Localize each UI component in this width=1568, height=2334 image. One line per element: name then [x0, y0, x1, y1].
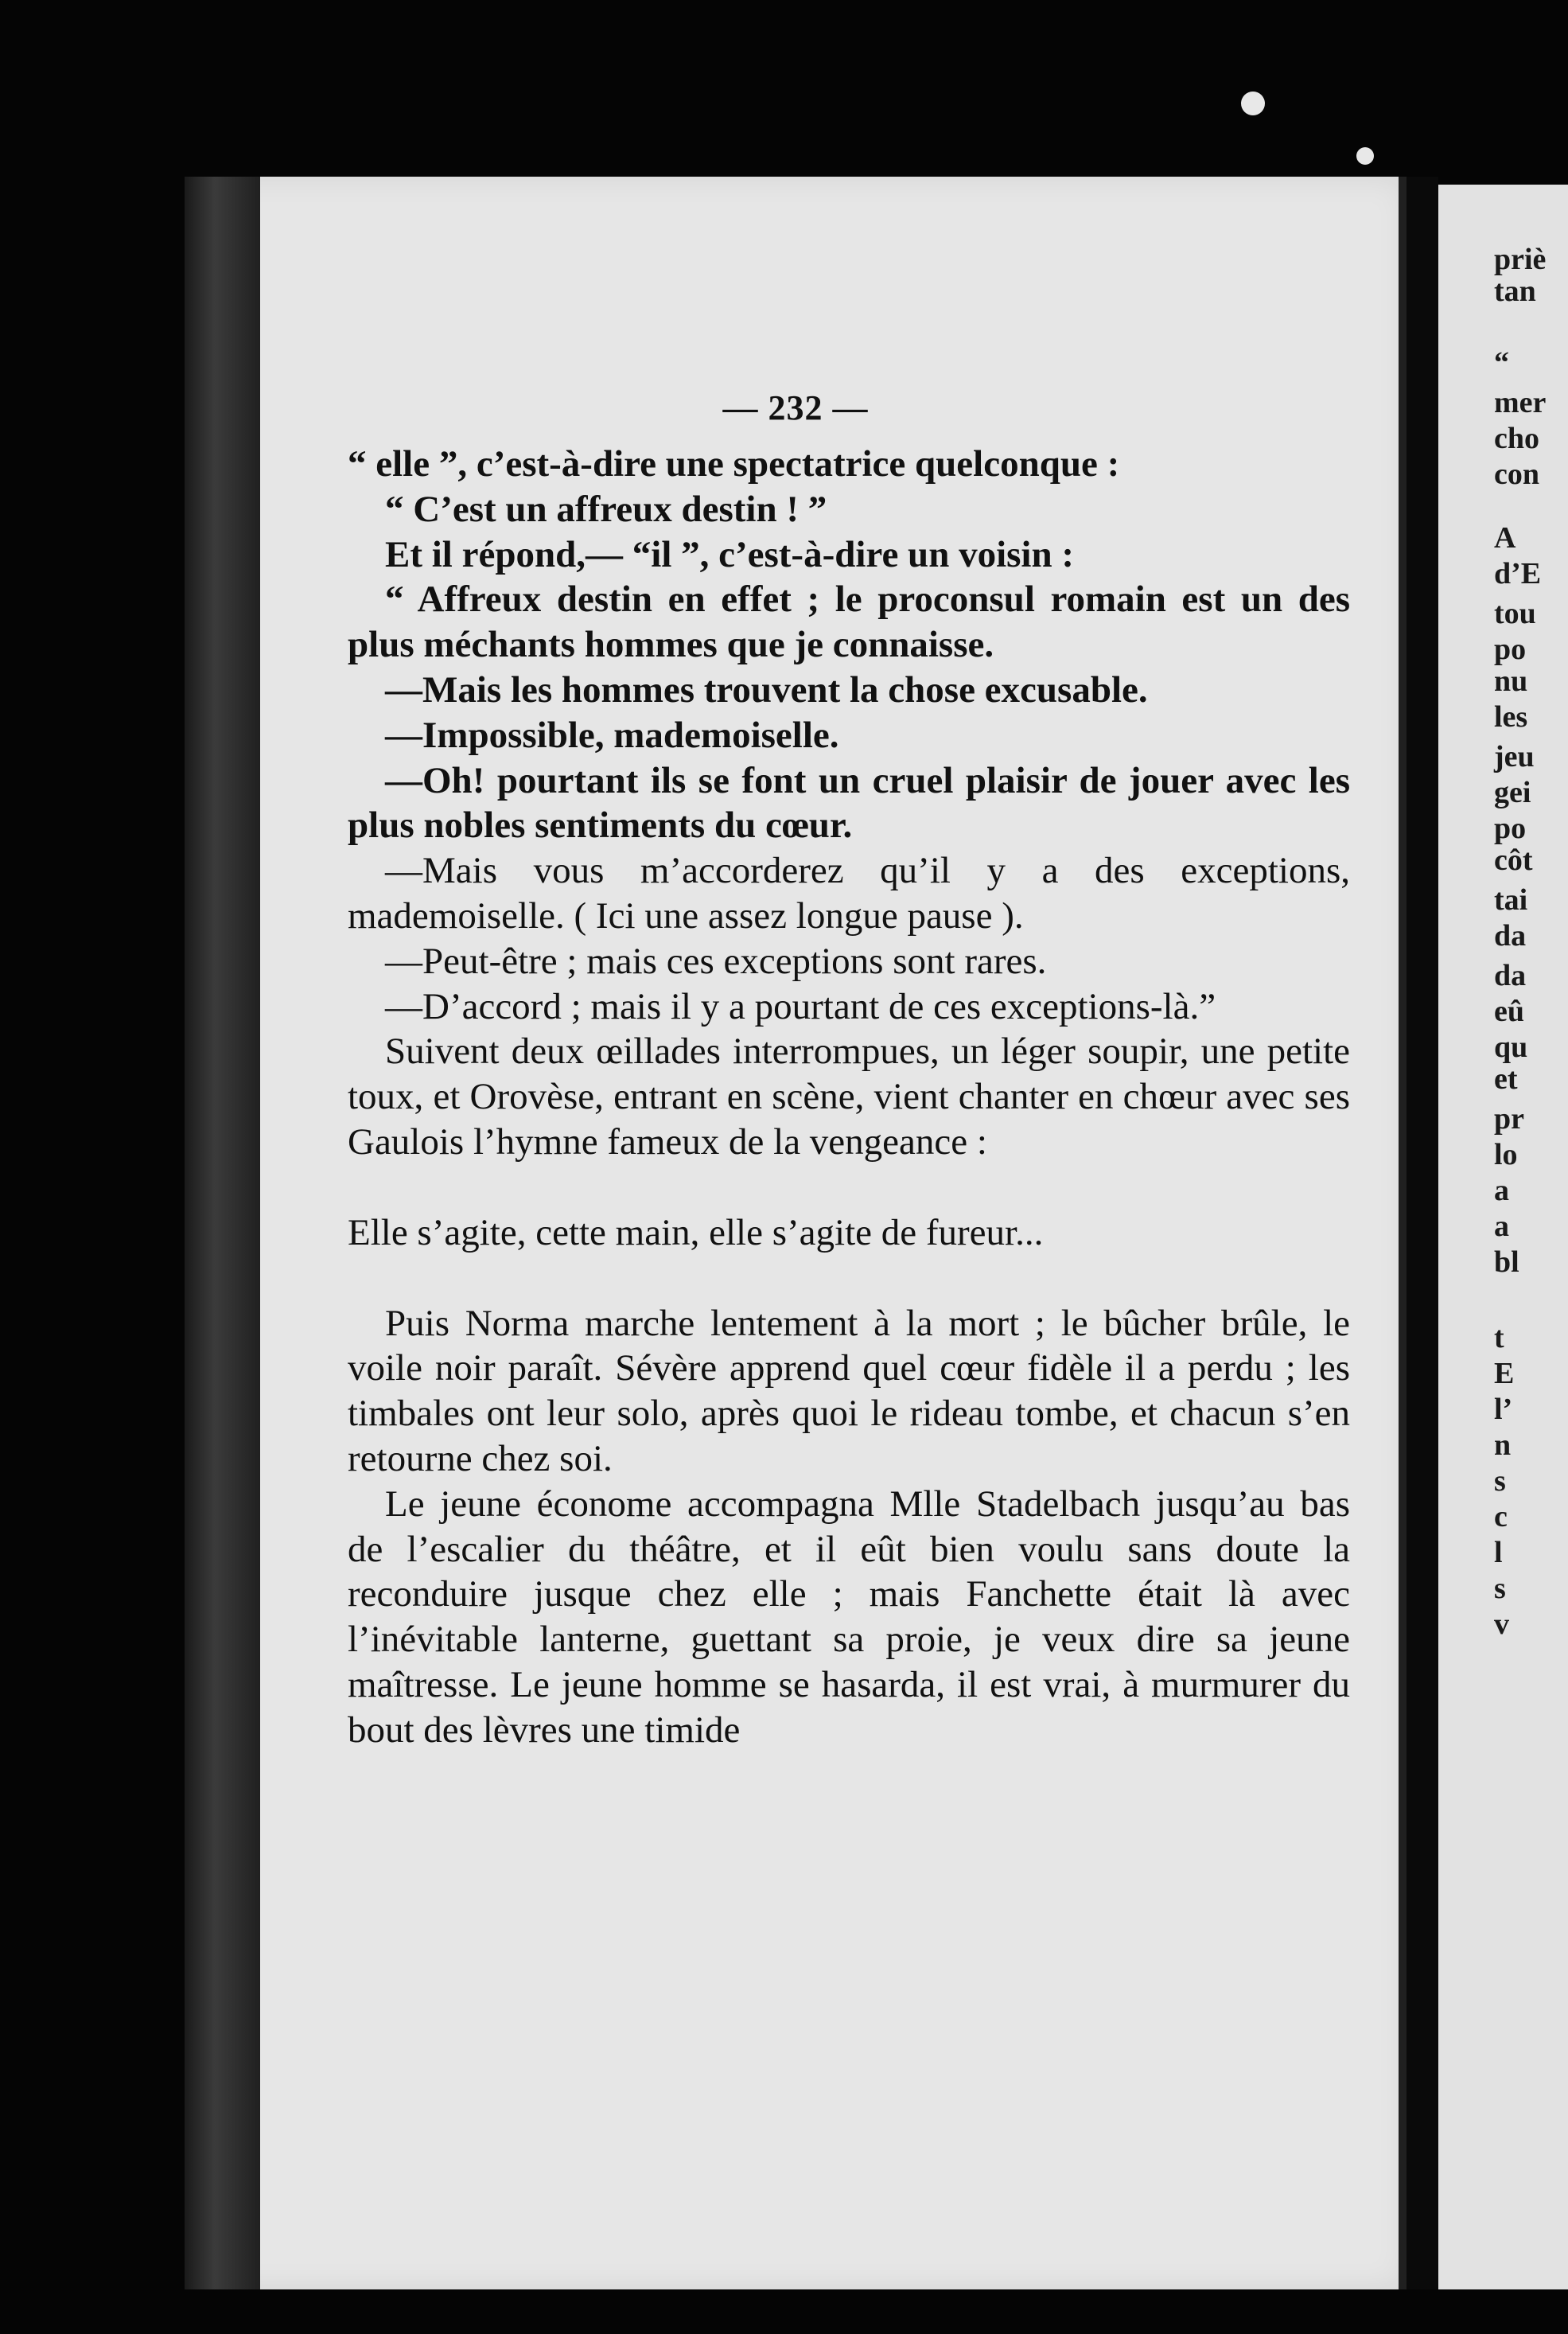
facing-page-text: priè [1494, 243, 1547, 276]
paragraph: Et il répond,— “il ”, c’est-à-dire un voisin : [385, 533, 1075, 575]
facing-page-text: nu [1494, 664, 1528, 698]
paragraph: —Impossible, mademoiselle. [385, 714, 839, 756]
facing-page-text: mer [1494, 386, 1547, 419]
facing-page-text: con [1494, 458, 1539, 491]
paragraph: “ elle ”, c’est-à-dire une spectatrice quelconque : [348, 443, 1120, 485]
facing-page-text: n [1494, 1428, 1512, 1462]
facing-page-text: v [1494, 1607, 1509, 1641]
facing-page-text: tou [1494, 597, 1536, 630]
paragraph: Le jeune économe accompagna Mlle Stadelbach jusqu’au bas de l’escalier du théâtre, et il eût bien voulu sans doute la reconduire jusque chez elle ; mais Fanchette était là avec l’inévitable lanterne, guettant sa proie, je veux dire sa jeune maîtresse. Le jeune homme se hasarda, il est vrai, à murmurer du bout des lèvres une timide [348, 1483, 1350, 1751]
facing-page-text: da [1494, 919, 1527, 953]
paragraph: “ C’est un affreux destin ! ” [385, 488, 827, 530]
facing-page-text: E [1494, 1357, 1515, 1390]
paragraph-gap [348, 1165, 1350, 1210]
facing-page-text: bl [1494, 1245, 1519, 1279]
facing-page-text: s [1494, 1572, 1506, 1605]
facing-page-text: jeu [1494, 740, 1535, 773]
facing-page-text: gei [1494, 776, 1531, 809]
facing-page-text: d’E [1494, 557, 1542, 590]
page-edge [1399, 177, 1407, 2289]
paragraph: —Mais vous m’accorderez qu’il y a des exceptions, mademoiselle. ( Ici une assez longue pause ). [348, 850, 1350, 937]
facing-page-text: tan [1494, 275, 1536, 308]
paragraph: Puis Norma marche lentement à la mort ; le bûcher brûle, le voile noir paraît. Sévère apprend quel cœur fidèle il a perdu ; les timbales ont leur solo, après quoi le rideau tombe, et chacun s’en retourne chez soi. [348, 1302, 1350, 1479]
facing-page-text: côt [1494, 844, 1533, 877]
book-gutter [1407, 177, 1438, 2289]
facing-page-text: cho [1494, 422, 1539, 455]
facing-page-text: lo [1494, 1138, 1518, 1171]
facing-page-text: tai [1494, 883, 1528, 917]
facing-page-text: les [1494, 700, 1528, 734]
facing-page-text: a [1494, 1174, 1509, 1207]
paragraph: —D’accord ; mais il y a pourtant de ces exceptions-là.” [385, 985, 1216, 1027]
facing-page-text: eû [1494, 995, 1524, 1028]
facing-page-text: qu [1494, 1031, 1528, 1064]
facing-page-text: A [1494, 521, 1516, 555]
page-body-text [348, 442, 1350, 1753]
facing-page-text: l’ [1494, 1393, 1513, 1426]
paragraph: Suivent deux œillades interrompues, un léger soupir, une petite toux, et Orovèse, entrant en scène, vient chanter en chœur avec ses Gaulois l’hymne fameux de la vengeance : [348, 1031, 1350, 1163]
facing-page-text: pr [1494, 1102, 1524, 1136]
paragraph: Elle s’agite, cette main, elle s’agite de fureur... [348, 1211, 1044, 1253]
paragraph: —Mais les hommes trouvent la chose excusable. [385, 668, 1148, 711]
paragraph: —Peut-être ; mais ces exceptions sont rares. [385, 940, 1047, 982]
paragraph: “ Affreux destin en effet ; le proconsul romain est un des plus méchants hommes que je connaisse. [348, 579, 1350, 666]
paragraph: —Oh! pourtant ils se font un cruel plaisir de jouer avec les plus nobles sentiments du cœur. [348, 759, 1350, 847]
facing-page-text: et [1494, 1062, 1518, 1096]
facing-page-text: po [1494, 812, 1527, 845]
facing-page-text: t [1494, 1321, 1504, 1354]
facing-page-text: s [1494, 1464, 1506, 1498]
facing-page-text: da [1494, 959, 1527, 992]
page-number: — 232 — [722, 388, 869, 427]
dust-speck [1241, 92, 1265, 115]
facing-page-text: c [1494, 1500, 1508, 1533]
facing-page-text: a [1494, 1210, 1509, 1243]
facing-page-text: l [1494, 1536, 1503, 1569]
facing-page-text: po [1494, 633, 1527, 666]
book-spine [185, 177, 260, 2289]
facing-page-text: “ [1494, 346, 1509, 380]
facing-page-fragment [1438, 185, 1568, 2289]
dust-speck [1356, 147, 1374, 165]
paragraph-gap [348, 1256, 1350, 1301]
